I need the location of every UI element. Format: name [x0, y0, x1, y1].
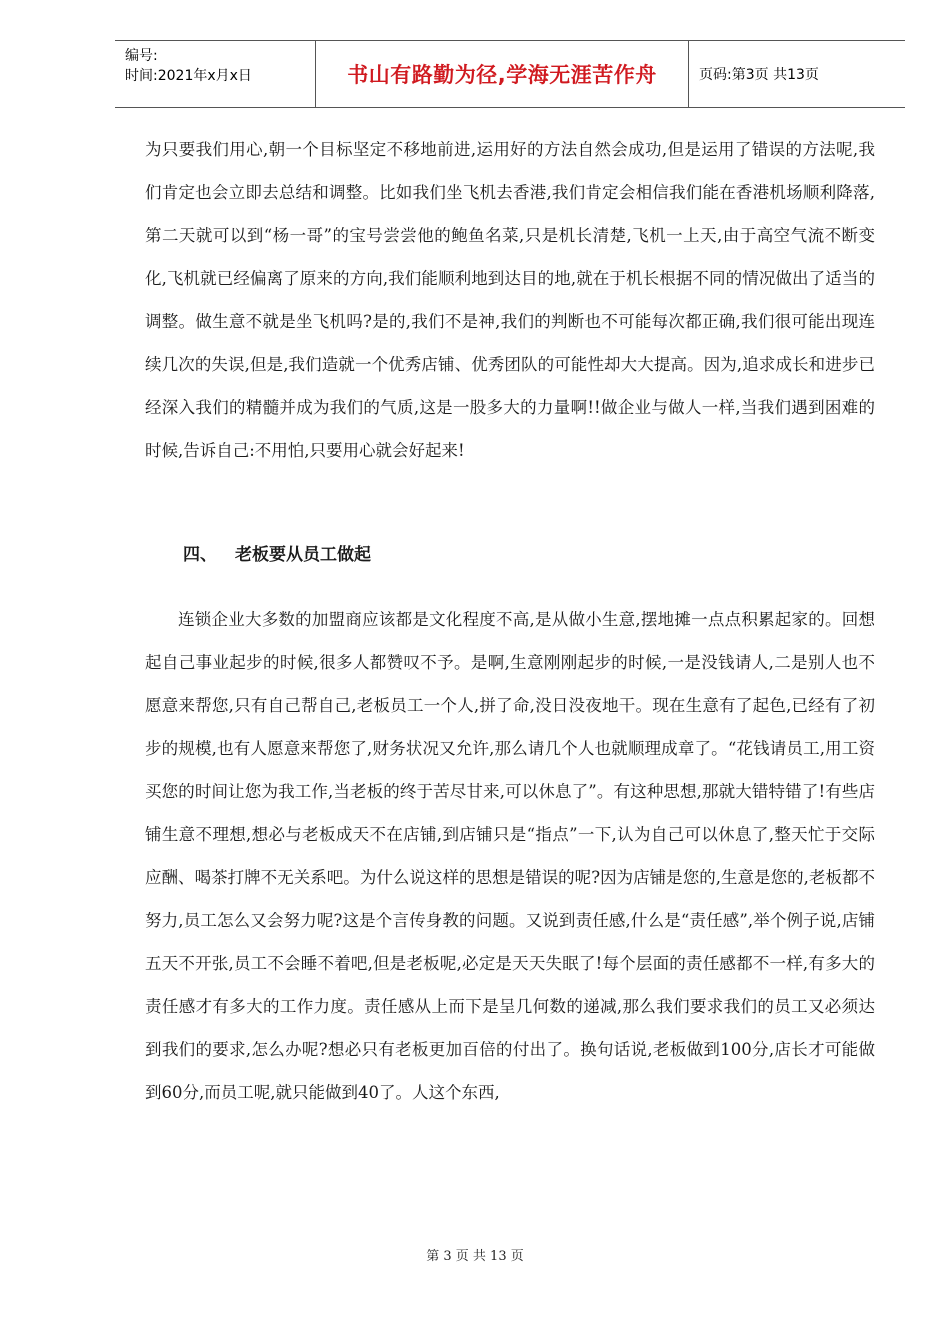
page-footer [0, 1245, 950, 1264]
header-page-cell [689, 41, 905, 107]
header-motto-cell [316, 41, 689, 107]
body-section-2 [145, 598, 875, 1114]
header-motto: 书山有路勤为径,学海无涯苦作舟 [347, 63, 657, 87]
section-heading-text: 老板要从员工做起 [235, 545, 371, 565]
paragraph-1: 为只要我们用心,朝一个目标坚定不移地前进,运用好的方法自然会成功,但是运用了错误的方法呢,我们肯定也会立即去总结和调整。比如我们坐飞机去香港,我们肯定会相信我们能在香港机场顺利降落,第二天就可以到“杨一哥”的宝号尝尝他的鲍鱼名菜,只是机长清楚,飞机一上天,由于高空气流不断变化,飞机就已经偏离了原来的方向,我们能顺利地到达目的地,就在于机长根据不同的情况做出了适当的调整。做生意不就是坐飞机吗?是的,我们不是神,我们的判断也不可能每次都正确,我们很可能出现连续几次的失误,但是,我们造就一个优秀店铺、优秀团队的可能性却大大提高。因为,追求成长和进步已经深入我们的精髓并成为我们的气质,这是一股多大的力量啊!!做企业与做人一样,当我们遇到困难的时候,告诉自己:不用怕,只要用心就会好起来! [145, 140, 875, 460]
page-header [115, 40, 905, 108]
document-number-label: 编号: [125, 48, 158, 64]
section-heading [183, 540, 371, 565]
header-page-info: 页码:第3页 共13页 [699, 67, 819, 83]
body-section-1 [145, 128, 875, 472]
document-time-label: 时间:2021年x月x日 [125, 68, 252, 84]
footer-page-label: 第 3 页 共 13 页 [426, 1249, 524, 1264]
header-meta-cell [115, 41, 316, 107]
section-heading-number: 四、 [183, 545, 217, 565]
paragraph-2: 连锁企业大多数的加盟商应该都是文化程度不高,是从做小生意,摆地摊一点点积累起家的。回想起自己事业起步的时候,很多人都赞叹不予。是啊,生意刚刚起步的时候,一是没钱请人,二是别人也不愿意来帮您,只有自己帮自己,老板员工一个人,拼了命,没日没夜地干。现在生意有了起色,已经有了初步的规模,也有人愿意来帮您了,财务状况又允许,那么请几个人也就顺理成章了。“花钱请员工,用工资买您的时间让您为我工作,当老板的终于苦尽甘来,可以休息了”。有这种思想,那就大错特错了!有些店铺生意不理想,想必与老板成天不在店铺,到店铺只是“指点”一下,认为自己可以休息了,整天忙于交际应酬、喝茶打牌不无关系吧。为什么说这样的思想是错误的呢?因为店铺是您的,生意是您的,老板都不努力,员工怎么又会努力呢?这是个言传身教的问题。又说到责任感,什么是“责任感”,举个例子说,店铺五天不开张,员工不会睡不着吧,但是老板呢,必定是天天失眠了!每个层面的责任感都不一样,有多大的责任感才有多大的工作力度。责任感从上而下是呈几何数的递减,那么我们要求我们的员工又必须达到我们的要求,怎么办呢?想必只有老板更加百倍的付出了。换句话说,老板做到100分,店长才可能做到60分,而员工呢,就只能做到40了。人这个东西, [145, 610, 875, 1102]
